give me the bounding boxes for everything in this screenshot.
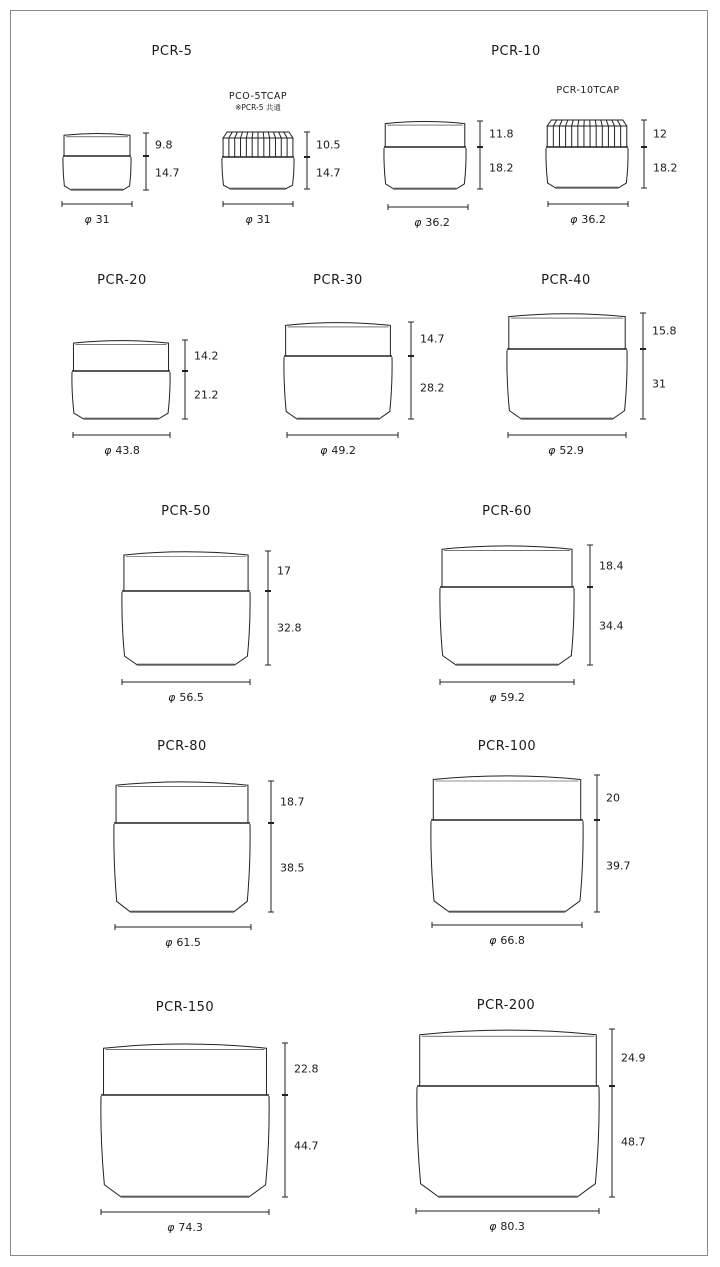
diameter-value: 36.2 bbox=[425, 216, 450, 229]
cap-rib-top bbox=[553, 120, 556, 126]
cap-rib-top bbox=[578, 120, 579, 126]
diameter-label bbox=[414, 217, 450, 228]
jar-body bbox=[431, 821, 583, 912]
body-height-label: 14.7 bbox=[155, 166, 180, 180]
jar-body bbox=[546, 148, 628, 188]
jar-lid bbox=[104, 1044, 267, 1095]
jar-title-pcr-30: PCR-30 bbox=[313, 273, 363, 288]
lid-height-label: 12 bbox=[653, 127, 667, 140]
cap-rib-top bbox=[284, 132, 287, 138]
lid-height-label: 18.7 bbox=[280, 795, 305, 809]
diameter-symbol: φ bbox=[570, 213, 578, 226]
jar-body bbox=[101, 1096, 269, 1197]
cap-rib-top bbox=[566, 120, 568, 126]
body-height-label: 32.8 bbox=[277, 621, 302, 635]
cap-rib-top bbox=[595, 120, 596, 126]
body-height-label: 14.7 bbox=[316, 166, 341, 180]
jar-title-pcr-80: PCR-80 bbox=[157, 739, 207, 754]
diameter-value: 66.8 bbox=[500, 934, 525, 947]
jar-body bbox=[417, 1087, 599, 1197]
diameter-value: 74.3 bbox=[178, 1221, 203, 1234]
diameter-value: 56.5 bbox=[179, 691, 204, 704]
cap-rib-top bbox=[279, 132, 282, 138]
body-height-label: 28.2 bbox=[420, 381, 445, 394]
cap-rib-top bbox=[246, 132, 247, 138]
jar-pcr-10tcap bbox=[546, 120, 647, 207]
jar-lid bbox=[124, 552, 248, 591]
cap-crown bbox=[547, 120, 627, 126]
jar-body bbox=[63, 157, 131, 190]
cap-rib-top bbox=[617, 120, 620, 126]
diameter-label bbox=[548, 445, 584, 456]
diameter-label bbox=[489, 935, 525, 946]
diameter-value: 52.9 bbox=[559, 444, 584, 457]
diameter-symbol: φ bbox=[489, 691, 497, 704]
cap-rib-top bbox=[273, 132, 275, 138]
diameter-value: 80.3 bbox=[500, 1220, 525, 1233]
jar-pcr-100 bbox=[431, 775, 600, 928]
body-height-label: 44.7 bbox=[294, 1139, 319, 1153]
lid-height-label: 14.2 bbox=[194, 349, 219, 362]
jar-lid bbox=[73, 341, 168, 371]
lid-height-label: 9.8 bbox=[155, 138, 173, 151]
body-height-label: 48.7 bbox=[621, 1135, 646, 1148]
jar-lid bbox=[433, 776, 580, 820]
body-height-label: 38.5 bbox=[280, 861, 305, 874]
lid-height-label: 24.9 bbox=[621, 1051, 646, 1064]
jar-lid bbox=[116, 782, 248, 823]
jar-body bbox=[440, 588, 574, 665]
lid-height-label: 11.8 bbox=[489, 127, 514, 141]
diameter-symbol: φ bbox=[245, 213, 253, 226]
diameter-label bbox=[104, 445, 140, 456]
diameter-label bbox=[489, 1221, 525, 1232]
diameter-value: 31 bbox=[95, 213, 110, 226]
jar-body bbox=[222, 158, 294, 189]
cap-rib-top bbox=[559, 120, 562, 126]
jar-body bbox=[384, 148, 466, 189]
jar-note-pco-5tcap: ※PCR-5 共通 bbox=[235, 103, 281, 112]
jar-title-pcr-150: PCR-150 bbox=[155, 1000, 215, 1015]
cap-rib-top bbox=[252, 132, 253, 138]
cap-rib-top bbox=[572, 120, 574, 126]
jar-body bbox=[507, 350, 627, 419]
jar-title-pcr-100: PCR-100 bbox=[477, 739, 537, 754]
jar-lid bbox=[509, 314, 625, 349]
lid-height-label: 15.8 bbox=[652, 324, 677, 338]
jar-lid bbox=[442, 546, 572, 587]
jar-pcr-30 bbox=[284, 322, 414, 438]
diameter-value: 61.5 bbox=[176, 936, 201, 949]
jar-title-pcr-5: PCR-5 bbox=[151, 44, 193, 59]
diameter-value: 59.2 bbox=[500, 691, 525, 704]
jar-pcr-40 bbox=[507, 313, 646, 438]
jar-title-pco-5tcap: PCO-5TCAP bbox=[228, 91, 288, 102]
diameter-value: 43.8 bbox=[115, 444, 140, 457]
cap-rib-top bbox=[235, 132, 238, 138]
diameter-label bbox=[165, 937, 201, 948]
cap-rib-top bbox=[229, 132, 232, 138]
jar-title-pcr-10tcap: PCR-10TCAP bbox=[556, 85, 620, 96]
body-height-label: 39.7 bbox=[606, 859, 631, 873]
jar-pcr-150 bbox=[101, 1043, 288, 1215]
diameter-symbol: φ bbox=[489, 934, 497, 947]
body-height-label: 18.2 bbox=[653, 161, 678, 174]
diameter-label bbox=[168, 692, 204, 703]
lid-height-label: 10.5 bbox=[316, 138, 341, 151]
cap-rib-top bbox=[601, 120, 603, 126]
jar-title-pcr-40: PCR-40 bbox=[541, 273, 591, 288]
body-height-label: 34.4 bbox=[599, 619, 624, 633]
lid-height-label: 17 bbox=[277, 564, 291, 578]
body-height-label: 31 bbox=[652, 377, 666, 391]
jar-pcr-80 bbox=[114, 781, 274, 930]
jar-body bbox=[284, 357, 392, 419]
jar-title-pcr-50: PCR-50 bbox=[161, 504, 211, 519]
jar-lid bbox=[420, 1030, 597, 1086]
jar-title-pcr-10: PCR-10 bbox=[491, 44, 541, 59]
diameter-label bbox=[570, 214, 606, 225]
diameter-value: 49.2 bbox=[331, 444, 356, 457]
lid-height-label: 14.7 bbox=[420, 332, 445, 346]
diameter-symbol: φ bbox=[165, 936, 173, 949]
jar-body bbox=[114, 824, 250, 912]
diameter-symbol: φ bbox=[84, 213, 92, 226]
jar-pcr-200 bbox=[416, 1029, 615, 1214]
body-height-label: 18.2 bbox=[489, 161, 514, 175]
diameter-symbol: φ bbox=[320, 444, 328, 457]
diameter-label bbox=[84, 214, 109, 225]
diameter-label bbox=[489, 692, 525, 703]
jar-body bbox=[122, 592, 250, 665]
diameter-symbol: φ bbox=[167, 1221, 175, 1234]
diameter-value: 36.2 bbox=[581, 213, 606, 226]
jar-lid bbox=[286, 323, 391, 356]
cap-rib-top bbox=[263, 132, 264, 138]
jar-title-pcr-60: PCR-60 bbox=[482, 504, 532, 519]
jar-title-pcr-20: PCR-20 bbox=[97, 273, 147, 288]
jar-pcr-5 bbox=[62, 133, 149, 207]
diameter-label bbox=[245, 214, 270, 225]
diameter-value: 31 bbox=[256, 213, 271, 226]
lid-height-label: 22.8 bbox=[294, 1062, 319, 1076]
diameter-symbol: φ bbox=[168, 691, 176, 704]
jar-pcr-60 bbox=[440, 545, 593, 685]
cap-rib-top bbox=[612, 120, 615, 126]
diameter-label bbox=[320, 445, 356, 456]
cap-rib-top bbox=[268, 132, 269, 138]
diameter-label bbox=[167, 1222, 203, 1233]
jar-pcr-50 bbox=[122, 551, 271, 685]
jar-body bbox=[72, 372, 170, 419]
lid-height-label: 18.4 bbox=[599, 559, 624, 573]
jar-pcr-10 bbox=[384, 121, 483, 210]
diameter-symbol: φ bbox=[104, 444, 112, 457]
diameter-symbol: φ bbox=[548, 444, 556, 457]
jar-pco-5tcap bbox=[222, 132, 310, 207]
body-height-label: 21.2 bbox=[194, 388, 219, 402]
cap-rib-top bbox=[241, 132, 243, 138]
cap-rib-top bbox=[606, 120, 608, 126]
diameter-symbol: φ bbox=[414, 216, 422, 229]
diameter-symbol: φ bbox=[489, 1220, 497, 1233]
jar-pcr-20 bbox=[72, 340, 188, 438]
lid-height-label: 20 bbox=[606, 791, 620, 804]
jar-title-pcr-200: PCR-200 bbox=[476, 998, 536, 1013]
